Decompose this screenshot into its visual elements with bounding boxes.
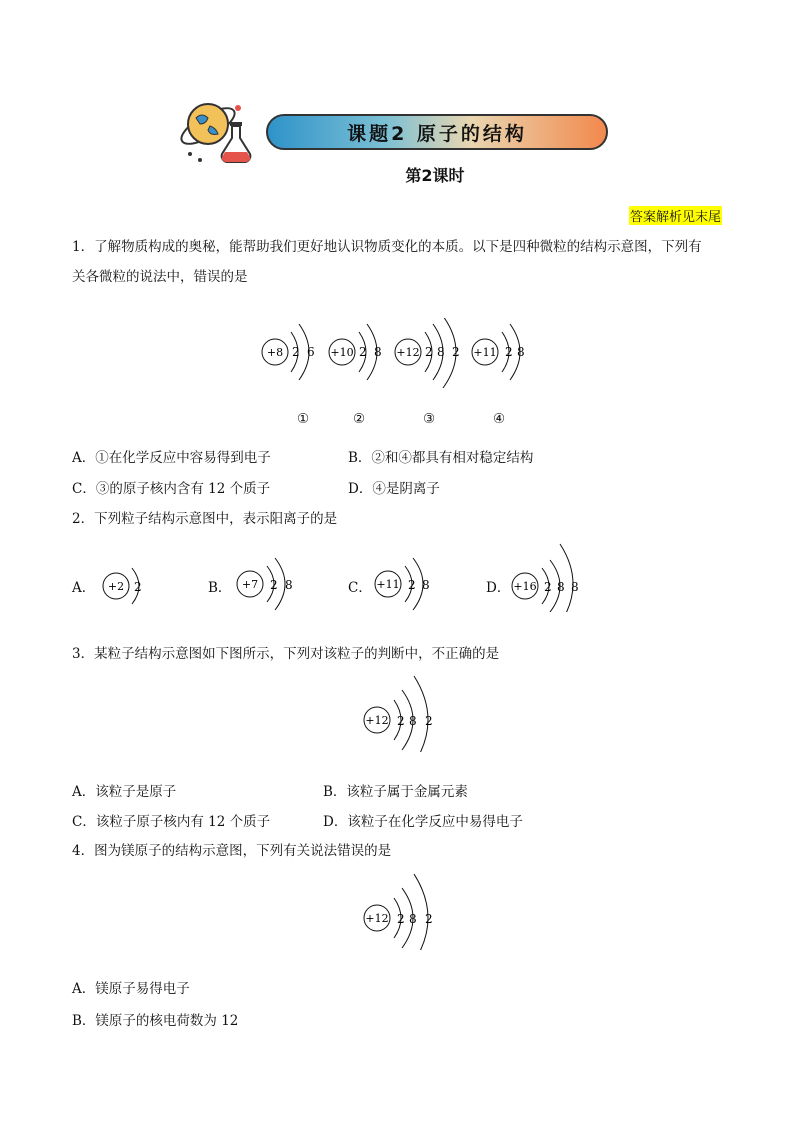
q1-diagram-2 [329, 324, 382, 380]
svg-text:2: 2 [397, 912, 405, 926]
svg-text:2: 2 [505, 345, 513, 359]
q1-option-a[interactable]: A．①在化学反应中容易得到电子 [72, 450, 271, 466]
q1-label-2: ② [353, 411, 366, 427]
q1-diagram-1 [262, 324, 315, 380]
svg-text:2: 2 [134, 580, 142, 594]
svg-text:6: 6 [307, 345, 315, 359]
svg-text:2: 2 [397, 714, 405, 728]
svg-text:+11: +11 [376, 578, 400, 591]
svg-text:8: 8 [285, 578, 293, 592]
q3-option-a[interactable]: A．该粒子是原子 [72, 784, 177, 800]
svg-text:2: 2 [292, 345, 300, 359]
q3-option-b[interactable]: B．该粒子属于金属元素 [323, 784, 468, 800]
svg-text:+12: +12 [396, 346, 420, 359]
q1-option-d[interactable]: D．④是阴离子 [348, 481, 440, 497]
q1-diagrams [255, 318, 545, 400]
svg-text:8: 8 [374, 345, 382, 359]
svg-text:2: 2 [425, 912, 433, 926]
q2-option-d-diagram[interactable] [510, 540, 590, 612]
q3-diagram [360, 672, 450, 752]
svg-text:8: 8 [409, 714, 417, 728]
q1-option-b[interactable]: B．②和④都具有相对稳定结构 [348, 450, 534, 466]
svg-text:2: 2 [425, 714, 433, 728]
svg-text:2: 2 [270, 578, 278, 592]
lesson-title: 课题2 原子的结构 [347, 122, 527, 145]
svg-text:8: 8 [422, 578, 430, 592]
q2-option-c-letter[interactable]: C． [348, 580, 372, 596]
q3-option-d[interactable]: D．该粒子在化学反应中易得电子 [323, 814, 523, 830]
svg-text:8: 8 [571, 580, 579, 594]
svg-text:2: 2 [408, 578, 416, 592]
science-icon [180, 96, 260, 168]
svg-text:8: 8 [409, 912, 417, 926]
svg-text:8: 8 [517, 345, 525, 359]
q2-option-b-diagram[interactable] [236, 556, 306, 612]
q2-option-d-letter[interactable]: D． [486, 580, 511, 596]
answer-link[interactable]: 答案解析见末尾 [629, 206, 722, 225]
svg-text:+12: +12 [365, 912, 389, 925]
svg-text:+16: +16 [513, 580, 537, 593]
svg-text:+8: +8 [266, 346, 284, 359]
svg-text:2: 2 [359, 345, 367, 359]
lesson-subtitle: 第2课时 [405, 166, 465, 185]
q4-diagram [360, 870, 450, 950]
q2-stem: 2．下列粒子结构示意图中，表示阳离子的是 [72, 511, 338, 527]
q1-label-3: ③ [423, 411, 436, 427]
svg-text:8: 8 [557, 580, 565, 594]
q1-diagram-3 [395, 318, 460, 388]
q1-diagram-4 [472, 324, 525, 380]
q4-option-b[interactable]: B．镁原子的核电荷数为 12 [72, 1013, 239, 1029]
q4-stem: 4．图为镁原子的结构示意图，下列有关说法错误的是 [72, 843, 392, 859]
q2-option-b-letter[interactable]: B． [208, 580, 232, 596]
lesson-title-banner [266, 114, 608, 150]
svg-text:2: 2 [452, 345, 460, 359]
q1-label-4: ④ [493, 411, 506, 427]
svg-text:2: 2 [544, 580, 552, 594]
q1-option-c[interactable]: C．③的原子核内含有 12 个质子 [72, 481, 271, 497]
q1-stem: 1．了解物质构成的奥秘，能帮助我们更好地认识物质变化的本质。以下是四种微粒的结构示意图，下列有 关各微粒的说法中，错误的是 [72, 239, 702, 285]
svg-text:+11: +11 [473, 346, 497, 359]
svg-text:+10: +10 [330, 346, 354, 359]
svg-text:+7: +7 [241, 578, 259, 591]
svg-text:+2: +2 [107, 580, 125, 593]
q2-option-a-diagram[interactable] [100, 562, 160, 610]
q1-label-1: ① [297, 411, 310, 427]
svg-text:2: 2 [425, 345, 433, 359]
q3-option-c[interactable]: C．该粒子原子核内有 12 个质子 [72, 814, 271, 830]
q4-option-a[interactable]: A．镁原子易得电子 [72, 981, 190, 997]
svg-text:+12: +12 [365, 714, 389, 727]
svg-text:8: 8 [437, 345, 445, 359]
q2-option-c-diagram[interactable] [373, 556, 443, 612]
q3-stem: 3．某粒子结构示意图如下图所示，下列对该粒子的判断中，不正确的是 [72, 646, 500, 662]
q2-option-a-letter[interactable]: A． [72, 580, 96, 596]
